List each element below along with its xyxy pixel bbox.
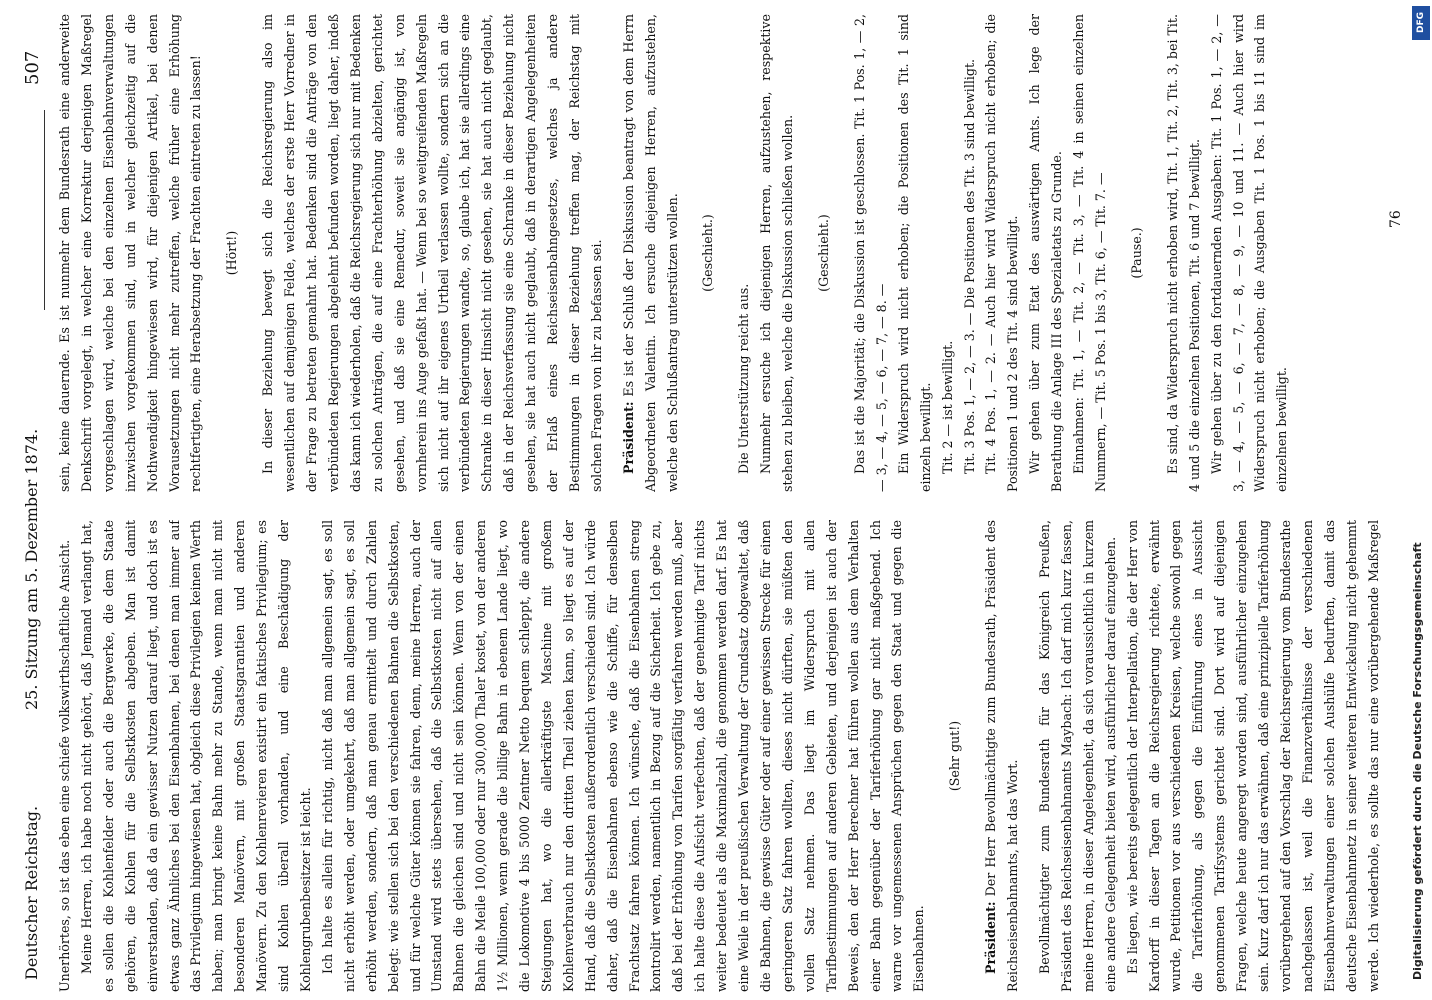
statement-text: Der Herr Bevollmächtigte zum Bundesrath, Präsident des Reichseisenbahnamts, hat das Wort. — [983, 520, 1021, 992]
paragraph: Ein Widerspruch wird nicht erhoben; die Positionen des Tit. 1 sind einzeln bewilligt. — [895, 14, 933, 492]
paragraph: Die Unterstützung reicht aus. — [736, 283, 752, 474]
paragraph: Bevollmächtigter zum Bundesrath für das Königreich Preußen, Präsident des Reichseisenbahnamts Maybach: Ich darf mich kurz fassen, meine Herren, in dieser Angelegenheit, da sich voraussichtlich in kurzem eine andere Gelegenheit bieten wird, ausführlicher darauf einzugehen. — [1036, 520, 1118, 992]
statement-text: Es ist der Schluß der Diskussion beantragt von dem Herrn Abgeordneten Valentin. Ich ersuche diejenigen Herren, aufzustehen, welche den Schlußantrag unterstützen wollen. — [620, 14, 680, 492]
paragraph: Tit. 4 Pos. 1, — 2. — Auch hier wird Widerspruch nicht erhoben; die Positionen 1 und 2 des Tit. 4 sind bewilligt. — [983, 14, 1021, 492]
paragraph: Es liegen, wie bereits gelegentlich der Interpellation, die der Herr von Kardorff in dieser Tagen an die Reichsregierung richtete, erwähnt wurde, Petitionen vor aus verschiedenen Kreisen, welche sowohl gegen die Tariferhöhung, als gegen die Einführung eines in Aussicht genommenen Tarifsystems gerichtet sind. Dort wird auf diejenigen Fragen, welche heute angeregt worden sind, ausführlicher einzugehen sein. Kurz darf ich nur das erwähnen, daß eine prinzipielle Tariferhöhung vorübergehend auf den Vorschlag der Reichsregierung vom Bundesrathe nachgelassen ist, weil die Finanzverhältnisse der verschiedenen Eisenbahnverwaltungen einer solchen Aushülfe bedurften, damit das deutsche Eisenbahnnetz in seiner weiteren Entwickelung nicht gehemmt werde. Ich wiederhole, es sollte das nur eine vorübergehende Maßregel — [1124, 520, 1381, 992]
digitization-sidebar — [1410, 0, 1432, 1000]
paragraph: Wir gehen über zum Etat des auswärtigen Amts. Ich lege der Berathung die Anlage III des Spezialetats zu Grunde. — [1027, 14, 1065, 492]
logo-text: DFG — [1416, 12, 1426, 34]
paragraph: In dieser Beziehung bewegt sich die Reichsregierung also im wesentlichen auf demjenigen Felde, welches der erste Herr Vorredner in der Frage zu betreten gemahnt hat. Bedenken sind die Anträge von den verbündeten Regierungen abgelehnt befunden worden, liegt daher, indeß das kann ich wiederholen, daß die Reichsregierung sich nur mit Bedenken zu solchen Anträgen, die auf eine Frachterhöhung abzielten, gerichtet gesehen, und daß sie eine Remedur, soweit sie angängig ist, von vornherein ins Auge gefaßt hat. — Wenn bei so weitgreifenden Maßregeln sich nicht auf ihr eigenes Urtheil verlassen wollte, sondern sich an die verbündeten Regierungen wandte, so, glaube ich, hat sie allerdings eine Schranke in dieser Hinsicht nicht gesehen, sie hat auch nicht geglaubt, daß in der Reichsverfassung sie eine Schranke in dieser Beziehung nicht gesehen, sie hat auch nicht geglaubt, daß in derartigen Angelegenheiten der Erlaß eines Reichseisenbahngesetzes, welches ja andere Bestimmungen in dieser Beziehung treffen mag, der Reichstag mit solchen Fragen von ihr zu befassen sei. — [260, 14, 604, 492]
action-note: (Geschieht.) — [816, 214, 832, 292]
paragraph: Einnahmen: Tit. 1, — Tit. 2, — Tit. 3, — Tit. 4 in seinen einzelnen Nummern, — Tit. 5 Pos. 1 bis 3, Tit. 6, — Tit. 7. — — [1071, 14, 1108, 492]
pause-note: (Pause.) — [1128, 227, 1144, 279]
paragraph: Ich halte es allein für richtig, nicht daß man allgemein sagt, es soll nicht erhöht werden, oder umgekehrt, daß man allgemein sagt, es soll erhöht werden, sondern, daß man genau ermittelt und durch Zahlen belegt: wie stellen sich bei den verschiedenen Bahnen die Selbstkosten, und für welche Güter können sie fahren, denn, meine Herren, auch der Umstand wird stets übersehen, daß die Selbstkosten nicht auf allen Bahnen die gleichen sind und nicht sein können. Wenn von der einen Bahn die Meile 100,000 oder nur 300,000 Thaler kostet, von der anderen 1½ Millionen, wenn gerade die billige Bahn in ebenem Lande liegt, wo die Lokomotive 4 bis 5000 Zentner Netto bequem schleppt, die andere Steigungen hat, wo die allerkräftigste Maschine mit großem Kohlenverbrauch nur den dritten Theil ziehen kann, so liegt es auf der Hand, daß die Selbstkosten außerordentlich verschieden sind. Ich würde daher, daß die Eisenbahnen ebenso wie die Schiffe, für denselben Frachtsatz fahren können. Ich wünsche, daß die Eisenbahnen streng kontrolirt werden, namentlich in Bezug auf die Sicherheit. Ich gebe zu, daß bei der Erhöhung von Tarifen sorgfältig verfahren werden muß, aber ich halte diese die Aufsicht verfechten, daß der genehmigte Tarif nichts weiter bedeutet als die Maximalzahl, die genommen werden darf. Es hat eine Weile in der preußischen Verwaltung der Grundsatz obgewaltet, daß die Bahnen, die gewisse Güter oder auf einer gewissen Strecke für einen geringeren Satz fahren wollten, dieses nicht dürften, sie müßten den vollen Satz nehmen. Das liegt im Widerspruch mit allen Tarifbestimmungen auf anderen Gebieten, und derjenigen ist auch der Beweis, den der Herr Berechner hat führen wollen aus dem Verhalten einer Bahn gegenüber der Tariferhöhung gar nicht maßgebend. Ich warne vor ungemessenen Ansprüchen gegen den Staat und gegen die Eisenbahnen. — [319, 520, 927, 992]
interjection-note: (Hört!) — [224, 230, 240, 276]
paragraph: Tit. 2 — ist bewilligt. — [939, 340, 955, 474]
speaker-name: Präsident: — [983, 901, 999, 974]
page-header — [0, 0, 50, 1000]
paragraph: Wir gehen über zu den fortdauernden Ausgaben: Tit. 1 Pos. 1, — 2, — 3, — 4, — 5, — 6, — 7, — 8, — 9, — 10 und 11. — Auch hier wird Widerspruch nicht erhoben; die Ausgaben Tit. 1 Pos. 1 bis 11 sind im einzelnen bewilligt. — [1208, 14, 1290, 492]
paragraph: Unerhörtes, so ist das eben eine schiefe volkswirthschaftliche Ansicht. — [57, 539, 72, 992]
left-column — [54, 520, 1384, 992]
sheet-number: 76 — [1388, 210, 1404, 228]
paragraph: Nunmehr ersuche ich diejenigen Herren, aufzustehen, respektive stehen zu bleiben, welche die Diskussion schließen wollen. — [758, 14, 796, 492]
page-number: 507 — [22, 50, 43, 85]
running-title: Deutscher Reichstag. — [22, 805, 41, 980]
paragraph: Meine Herren, ich habe noch nicht gehört, daß Jemand verlangt hat, es sollen die Kohlenfelder oder auch die Bergwerke, die dem Staate gehören, die Kohlen für die Selbstkosten abgeben. Man ist damit einverstanden, daß da ein gewisser Nutzen darauf liegt, und doch ist es etwas ganz Ähnliches bei den Eisenbahnen, bei denen man immer auf das Privilegium hingewiesen hat, obgleich diese Privilegien keinen Werth haben; man bringt keine Bahn mehr zu Stande, wenn man nicht mit besonderen Manövern, mit großen Staatsgarantien und anderen Manövern. Zu den Kohlenrevieren existirt ein faktisches Privilegium; es sind Kohlen überall vorhanden, und eine Beschädigung der Kohlengrubenbesitzer ist leicht. — [78, 520, 313, 992]
paragraph: sein, keine dauernde. Es ist nunmehr dem Bundesrath eine anderweite Denkschrift vorgelegt, in welcher eine Korrektur derjenigen Maßregel vorgeschlagen wird, welche bei den einzelnen Eisenbahnverwaltungen inzwischen vorgekommen sind, und in welcher gleichzeitig auf die Nothwendigkeit hingewiesen wird, für diejenigen Artikel, bei denen Vorausetzungen nicht mehr zutreffen, welche früher eine Erhöhung rechtfertigten, eine Herabsetzung der Frachten eintreten zu lassen! — [57, 14, 204, 492]
paragraph: Das ist die Majorität; die Diskussion ist geschlossen. Tit. 1 Pos. 1, — 2, — 3, — 4, — 5, — 6, — 7, — 8. — — [852, 14, 889, 492]
president-statement — [980, 520, 1024, 992]
speaker-name: Präsident: — [620, 401, 636, 474]
president-statement — [618, 14, 684, 492]
right-column — [54, 14, 1384, 492]
digitization-note: Digitalisierung gefördert durch die Deutsche Forschungsgemeinschaft — [1411, 542, 1424, 980]
session-date: 25. Sitzung am 5. Dezember 1874. — [22, 428, 41, 710]
applause-note: (Sehr gut!) — [947, 720, 963, 792]
paragraph: Es sind, da Widerspruch nicht erhoben wird, Tit. 1, Tit. 2, Tit. 3, bei Tit. 4 und 5 die einzelnen Positionen, Tit. 6 und 7 bewilligt. — [1164, 14, 1202, 492]
action-note: (Geschieht.) — [700, 214, 716, 292]
paragraph: Tit. 3 Pos. 1, — 2, — 3. — Die Positionen des Tit. 3 sind bewilligt. — [961, 58, 977, 474]
header-rule — [44, 110, 45, 310]
